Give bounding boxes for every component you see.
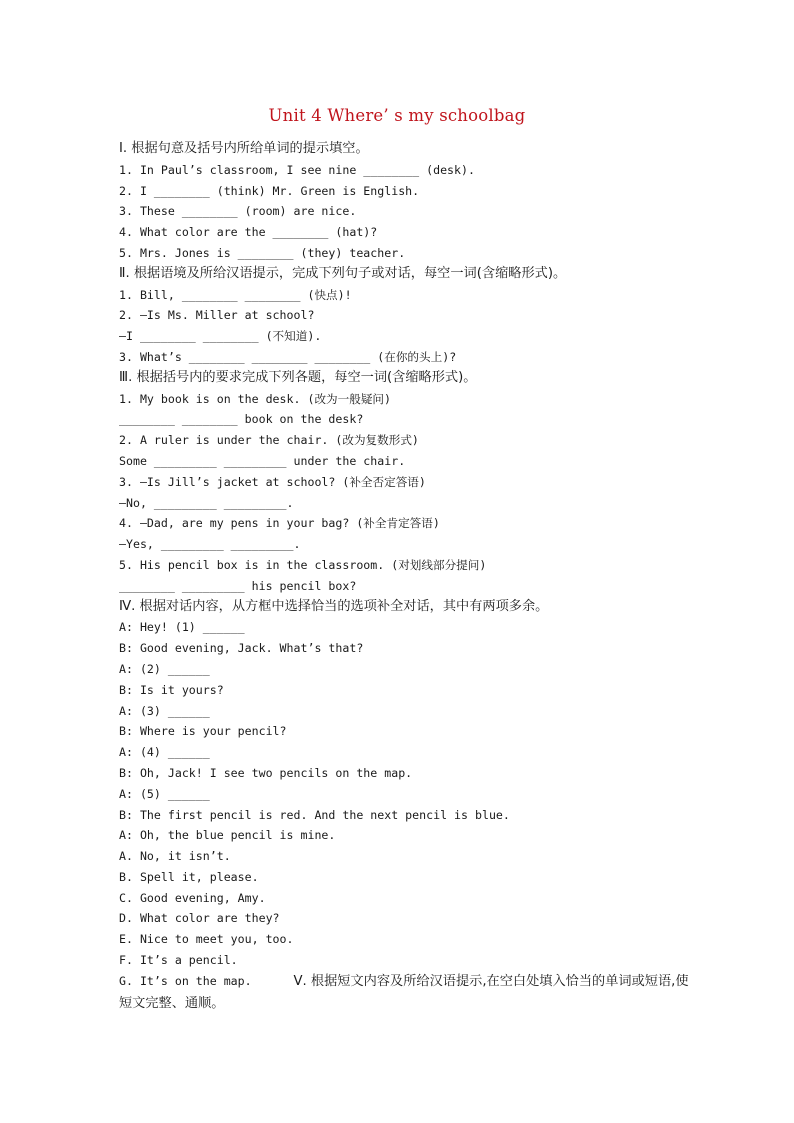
section-3-item: 5. His pencil box is in the classroom. (对划线部分提问)	[119, 557, 487, 572]
last-option-and-section-5	[119, 971, 699, 1015]
section-2-heading: Ⅱ. 根据语境及所给汉语提示，完成下列句子或对话，每空一词(含缩略形式)。	[119, 265, 567, 281]
option-item: G. It’s on the map.	[119, 973, 252, 988]
worksheet-content	[119, 139, 699, 1014]
section-2-item: 3. What’s ________ ________ ________ (在你的头上)?	[119, 349, 457, 364]
dialogue-line: B: Good evening, Jack. What’s that?	[119, 641, 364, 656]
option-item: E. Nice to meet you, too.	[119, 932, 294, 947]
dialogue-line: B: Is it yours?	[119, 682, 224, 697]
section-2-item: 1. Bill, ________ ________ (快点)!	[119, 287, 352, 302]
section-3-item: 3. —Is Jill’s jacket at school? (补全否定答语)	[119, 474, 426, 489]
option-item: D. What color are they?	[119, 911, 280, 926]
dialogue-line: A: (3) ______	[119, 703, 210, 718]
dialogue-line: A: (5) ______	[119, 786, 210, 801]
dialogue-line: A: (4) ______	[119, 745, 210, 760]
section-4-heading: Ⅳ. 根据对话内容，从方框中选择恰当的选项补全对话，其中有两项多余。	[119, 598, 549, 614]
section-1-item: 3. These ________ (room) are nice.	[119, 204, 357, 219]
section-3-item: —No, _________ _________.	[119, 495, 294, 510]
dialogue-line: B: Oh, Jack! I see two pencils on the map.	[119, 765, 413, 780]
section-1-item: 1. In Paul’s classroom, I see nine ________ (desk).	[119, 162, 475, 177]
page-title: Unit 4 Where’ s my schoolbag	[268, 106, 526, 125]
section-3-item: 4. —Dad, are my pens in your bag? (补全肯定答语)	[119, 516, 440, 531]
section-2-item: —I ________ ________ (不知道).	[119, 329, 322, 344]
section-1-item: 5. Mrs. Jones is ________ (they) teacher.	[119, 245, 406, 260]
option-item: F. It’s a pencil.	[119, 953, 238, 968]
option-item: C. Good evening, Amy.	[119, 890, 266, 905]
section-3-item: —Yes, _________ _________.	[119, 537, 301, 552]
section-3-item: ________ _________ his pencil box?	[119, 578, 357, 593]
dialogue-line: A: Oh, the blue pencil is mine.	[119, 828, 336, 843]
section-1-item: 2. I ________ (think) Mr. Green is English.	[119, 183, 420, 198]
option-item: B. Spell it, please.	[119, 869, 259, 884]
section-3-item: 2. A ruler is under the chair. (改为复数形式)	[119, 433, 419, 448]
section-3-item: Some _________ _________ under the chair.	[119, 453, 406, 468]
section-1-item: 4. What color are the ________ (hat)?	[119, 225, 378, 240]
section-3-item: ________ ________ book on the desk?	[119, 412, 364, 427]
section-5-heading: Ⅴ. 根据短文内容及所给汉语提示,在空白处填入恰当的单词或短语,使短文完整、通顺。	[119, 973, 689, 1011]
section-3-item: 1. My book is on the desk. (改为一般疑问)	[119, 391, 391, 406]
dialogue-line: A: Hey! (1) ______	[119, 620, 245, 635]
dialogue-line: A: (2) ______	[119, 661, 210, 676]
section-2-item: 2. —Is Ms. Miller at school?	[119, 308, 315, 323]
dialogue-line: B: The first pencil is red. And the next pencil is blue.	[119, 807, 510, 822]
section-3-heading: Ⅲ. 根据括号内的要求完成下列各题，每空一词(含缩略形式)。	[119, 369, 477, 385]
option-item: A. No, it isn’t.	[119, 849, 231, 864]
section-1-heading: Ⅰ. 根据句意及括号内所给单词的提示填空。	[119, 141, 369, 156]
dialogue-line: B: Where is your pencil?	[119, 724, 287, 739]
